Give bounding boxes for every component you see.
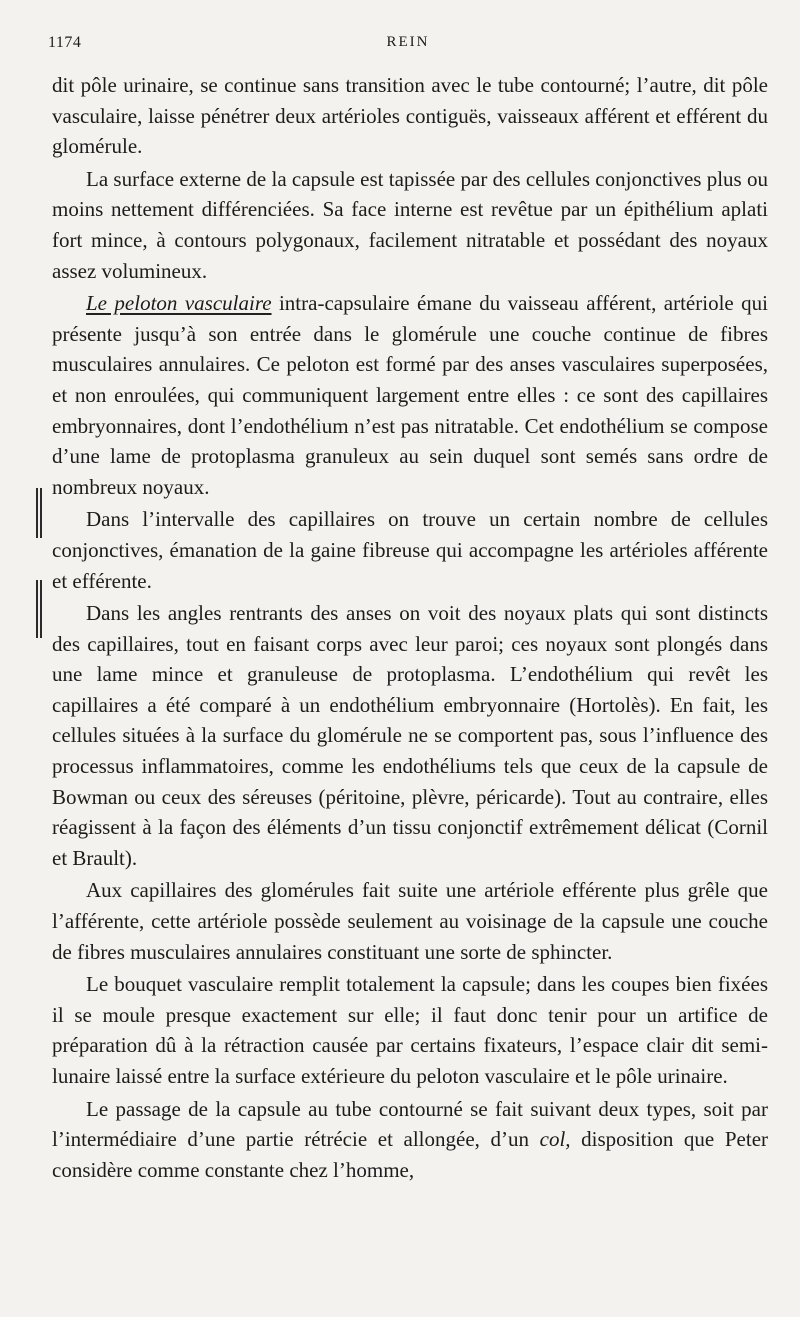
paragraph: La surface externe de la capsule est tapissée par des cellules conjonctives plus ou moins nettement différenciées. Sa face interne est revêtue par un épithélium aplati fort mince, à contours polygonaux, facilement nitratable et possédant des noyaux assez volumineux. bbox=[52, 166, 768, 283]
paragraph-text: intra-capsulaire émane du vaisseau afférent, artériole qui présente jusqu’à son entrée dans le glomérule une couche continue de fibres musculaires annulaires. Ce peloton est formé par des anses vasculaires superposées, et non enroulées, qui communiquent largement entre elles : ce sont des capillaires embryonnaires, dont l’endothélium n’est pas nitratable. Cet endothélium se compose d’une lame de protoplasma granuleux au sein duquel sont semés sans ordre de nombreux noyaux. bbox=[52, 291, 769, 499]
margin-mark-1 bbox=[36, 488, 38, 538]
page-header bbox=[48, 34, 768, 58]
emphasis: Le peloton vasculaire bbox=[86, 291, 272, 316]
paragraph: Dans les angles rentrants des anses on voit des noyaux plats qui sont distincts des capillaires, tout en faisant corps avec leur paroi; ces noyaux sont plongés dans une lame mince et granuleuse de protoplasma. L’endothélium qui revêt les capillaires a été comparé à un endothélium embryonnaire (Hortolès). En fait, les cellules situées à la surface du glomérule ne se comportent pas, sous l’influence des processus inflammatoires, comme les endothéliums tels que ceux de la capsule de Bowman ou ceux des séreuses (péritoine, plèvre, péricarde). Tout au contraire, elles réagissent à la façon des éléments d’un tissu conjonctif extrêmement délicat (Cornil et Brault). bbox=[52, 601, 768, 870]
paragraph-text: disposition que Peter considère comme constante chez l’homme, bbox=[52, 1127, 769, 1182]
paragraph: Aux capillaires des glomérules fait suite une artériole efférente plus grêle que l’afférente, cette artériole possède seulement au voisinage de la capsule une couche de fibres musculaires annulaires constituant une sorte de sphincter. bbox=[52, 878, 768, 964]
paragraph: Dans l’intervalle des capillaires on trouve un certain nombre de cellules conjonctives, émanation de la gaine fibreuse qui accompagne les artérioles afférente et efférente. bbox=[52, 507, 768, 593]
paragraph bbox=[52, 1094, 768, 1186]
paragraph: Le bouquet vasculaire remplit totalement la capsule; dans les coupes bien fixées il se moule presque exactement sur elle; il faut donc tenir pour un artifice de préparation dû à la rétraction causée par certains fixateurs, l’espace clair dit semi-lunaire laissé entre la surface extérieure du peloton vasculaire et le pôle urinaire. bbox=[52, 972, 768, 1088]
margin-mark-3 bbox=[36, 580, 38, 638]
page-number: 1174 bbox=[48, 34, 82, 51]
margin-mark-4 bbox=[40, 580, 42, 638]
running-head: REIN bbox=[386, 34, 430, 50]
emphasis: col, bbox=[539, 1127, 571, 1152]
body-text bbox=[52, 70, 768, 1185]
paragraph: dit pôle urinaire, se continue sans transition avec le tube contourné; l’autre, dit pôle vasculaire, laisse pénétrer deux artérioles contiguës, vaisseaux afférent et efférent du glomérule. bbox=[52, 73, 768, 159]
paragraph bbox=[52, 288, 768, 502]
margin-mark-2 bbox=[40, 488, 42, 538]
paragraph-text: Le passage de la capsule au tube contourné se fait suivant deux types, soit par l’intermédiaire d’une partie rétrécie et allongée, d’un bbox=[52, 1096, 768, 1152]
